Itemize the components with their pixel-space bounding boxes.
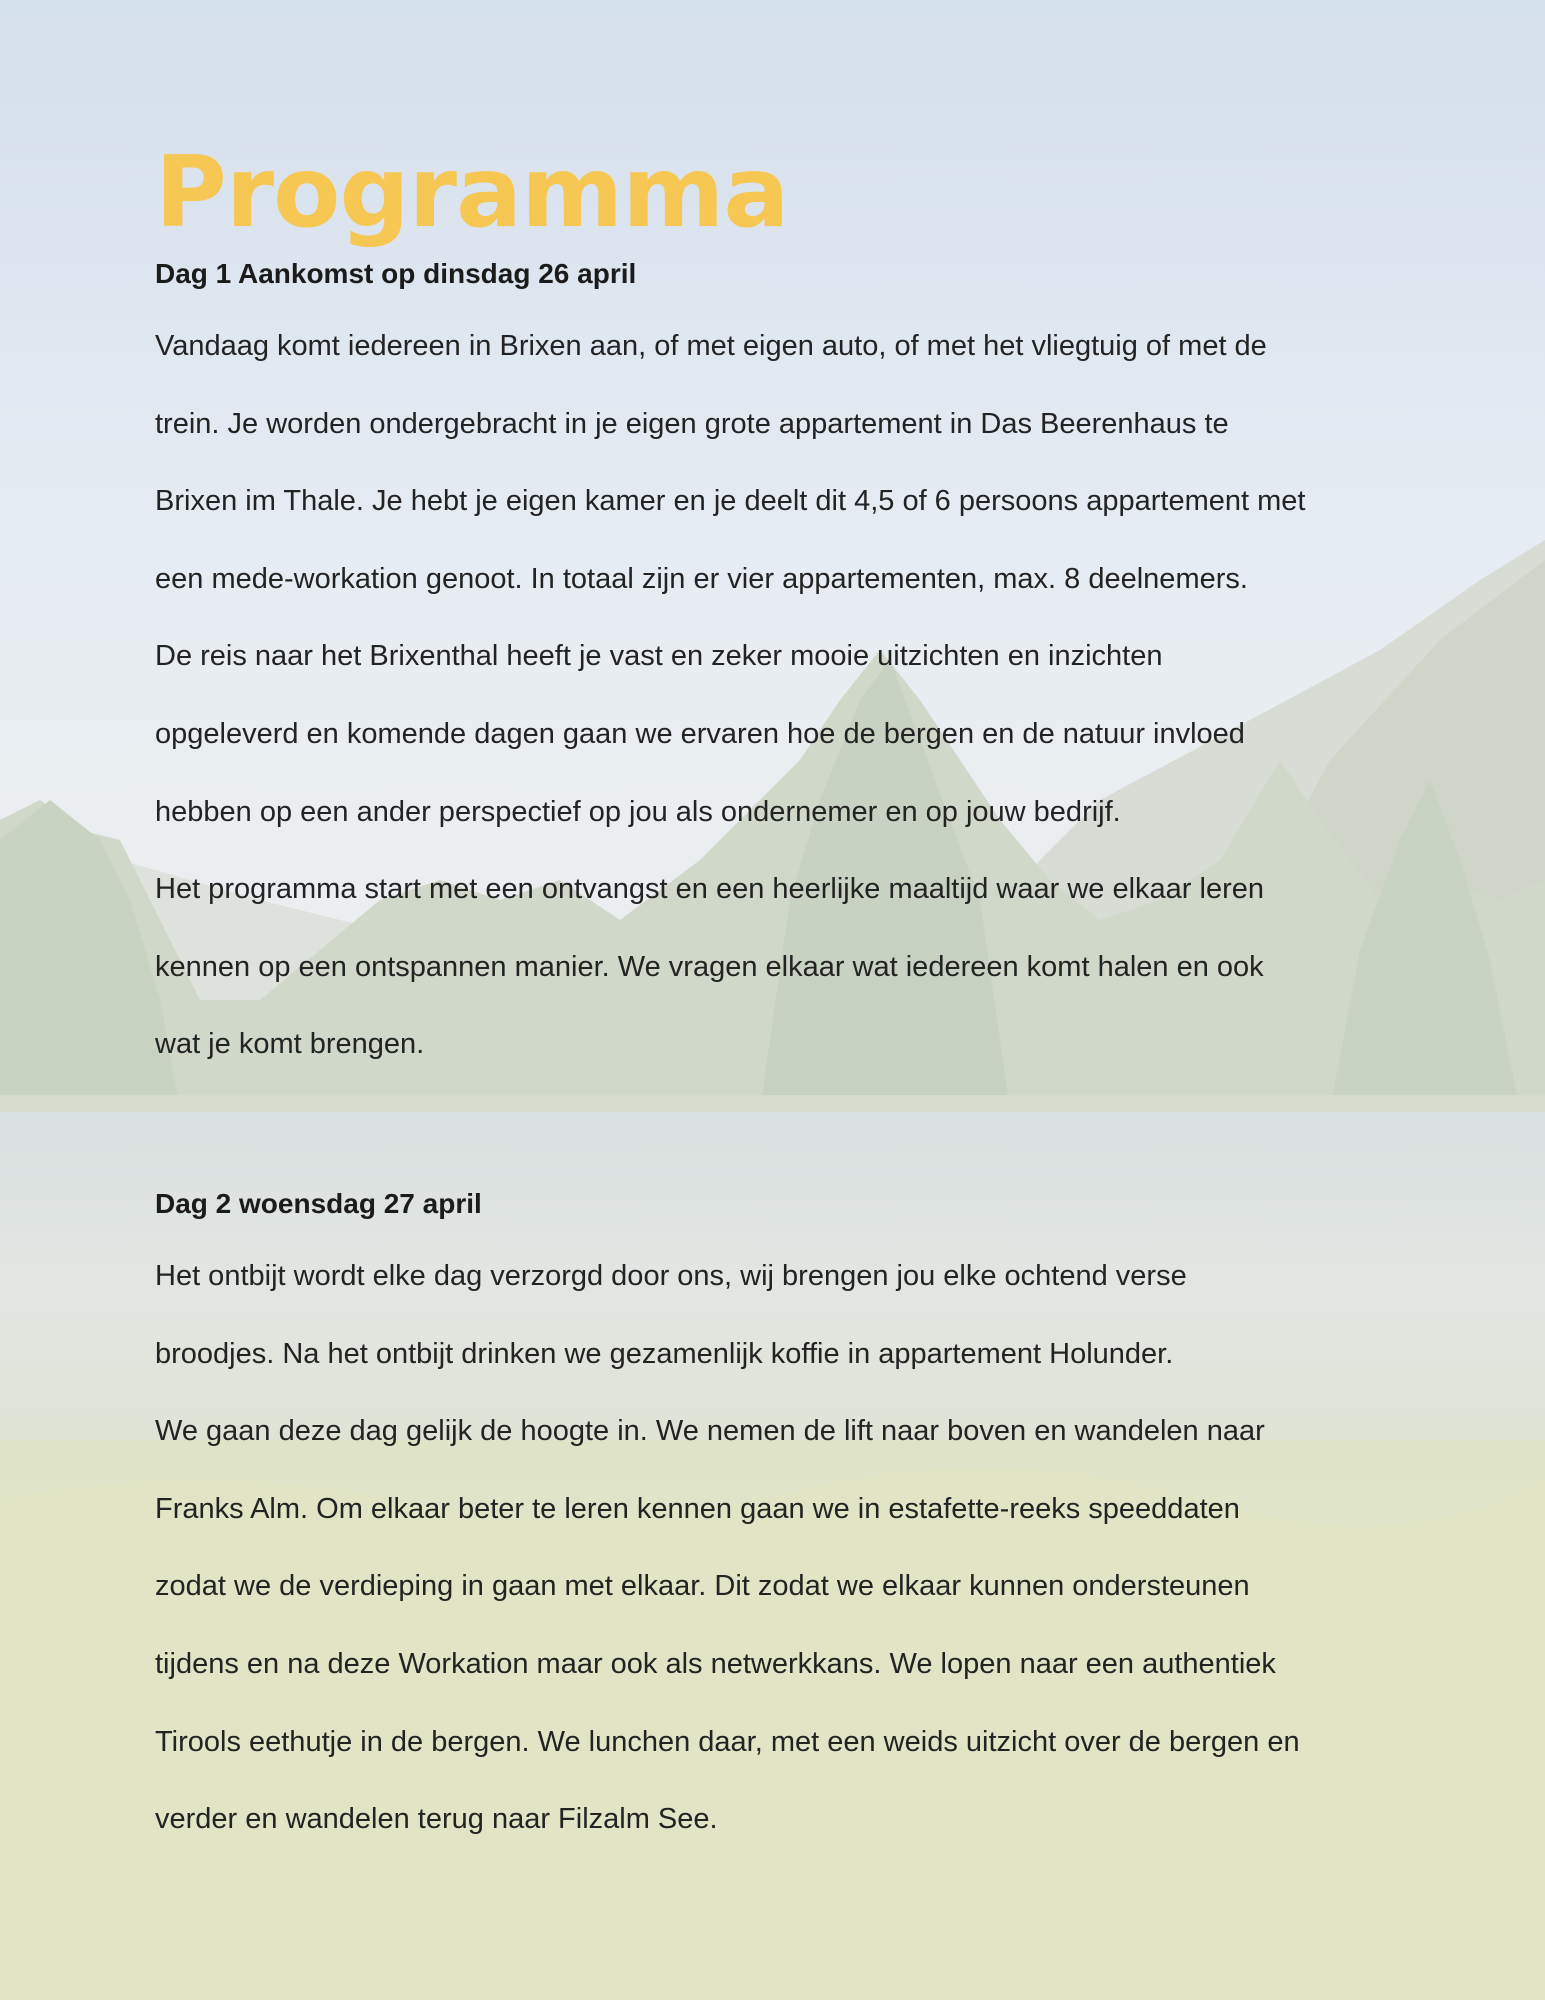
text-line: een mede-workation genoot. In totaal zijn er vier appartementen, max. 8 deelnemers. [155, 562, 1248, 595]
text-line: wat je komt brengen. [155, 1028, 425, 1061]
text-line: De reis naar het Brixenthal heeft je vast en zeker mooie uitzichten en inzichten [155, 640, 1163, 673]
day-2-paragraph [155, 1238, 1415, 1859]
text-line: zodat we de verdieping in gaan met elkaar. Dit zodat we elkaar kunnen ondersteunen [155, 1570, 1250, 1603]
page-title: Programma [155, 136, 789, 250]
text-line: Het programma start met een ontvangst en een heerlijke maaltijd waar we elkaar leren [155, 873, 1264, 906]
day-2-heading: Dag 2 woensdag 27 april [155, 1187, 482, 1219]
text-line: kennen op een ontspannen manier. We vragen elkaar wat iedereen komt halen en ook [155, 950, 1264, 983]
text-line: Brixen im Thale. Je hebt je eigen kamer en je deelt dit 4,5 of 6 persoons appartement met [155, 485, 1306, 518]
text-line: Vandaag komt iedereen in Brixen aan, of met eigen auto, of met het vliegtuig of met de [155, 330, 1267, 362]
text-line: trein. Je worden ondergebracht in je eigen grote appartement in Das Beerenhaus te [155, 407, 1229, 440]
text-line: tijdens en na deze Workation maar ook als netwerkkans. We lopen naar een authentiek [155, 1647, 1276, 1680]
content-column [155, 138, 1415, 1859]
day-1-paragraph [155, 308, 1415, 1084]
day-1-heading: Dag 1 Aankomst op dinsdag 26 april [155, 258, 637, 289]
text-line: We gaan deze dag gelijk de hoogte in. We nemen de lift naar boven en wandelen naar [155, 1415, 1265, 1448]
text-line: Het ontbijt wordt elke dag verzorgd door ons, wij brengen jou elke ochtend verse [155, 1259, 1187, 1292]
text-line: opgeleverd en komende dagen gaan we ervaren hoe de bergen en de natuur invloed [155, 717, 1245, 750]
text-line: broodjes. Na het ontbijt drinken we gezamenlijk koffie in appartement Holunder. [155, 1337, 1174, 1370]
text-line: hebben op een ander perspectief op jou als ondernemer en op jouw bedrijf. [155, 795, 1121, 828]
text-line: Franks Alm. Om elkaar beter te leren kennen gaan we in estafette-reeks speeddaten [155, 1492, 1240, 1525]
text-line: verder en wandelen terug naar Filzalm See. [155, 1803, 718, 1836]
text-line: Tirools eethutje in de bergen. We lunchen daar, met een weids uitzicht over de bergen en [155, 1725, 1300, 1758]
